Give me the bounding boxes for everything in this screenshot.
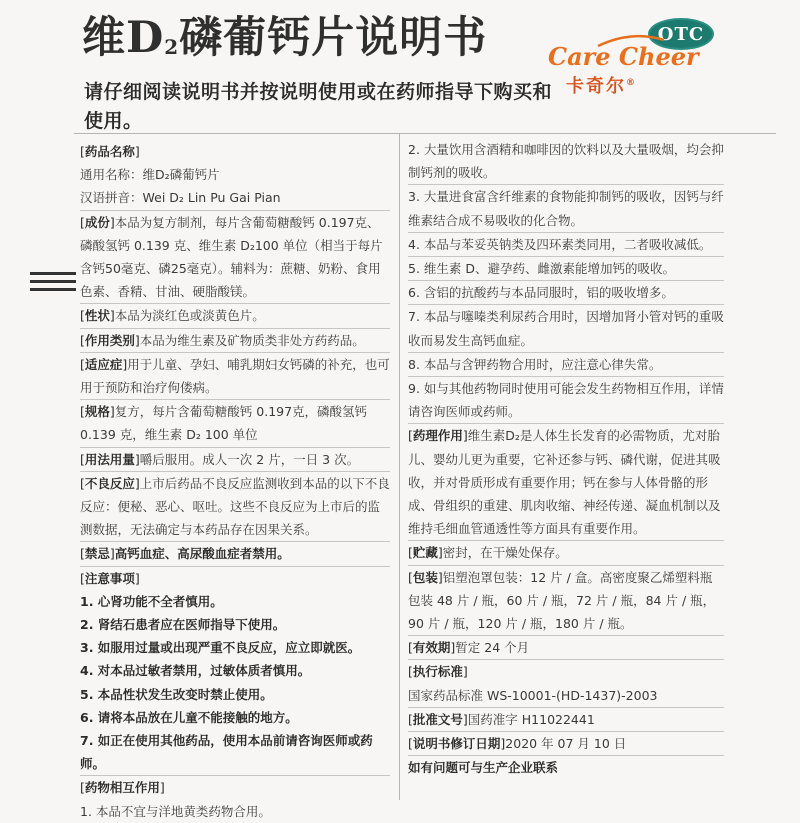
interaction-item: 4. 本品与苯妥英钠类及四环素类同用，二者吸收减低。 bbox=[408, 236, 712, 252]
side-bars-icon bbox=[30, 272, 76, 296]
otc-badge: OTC bbox=[648, 18, 714, 50]
validity-text: 暂定 24 个月 bbox=[455, 640, 530, 656]
section-heading-package: [ 包装 ] bbox=[408, 570, 443, 585]
caution-item: 4. 对本品过敏者禁用，过敏体质者慎用。 bbox=[80, 663, 311, 679]
pharm-text: 维生素D₂是人体生长发育的必需物质，尤对胎儿、婴幼儿更为重要，它补还参与钙、磷代谢，促进其吸收，并对骨质形成有重要作用；钙在参与人体骨骼的形成、骨组织的重建、肌肉收缩、神经传递、凝血机制以及维持毛细血管通透性等方面具有重要作用。 bbox=[408, 428, 721, 537]
section-heading-validity: [ 有效期 ] bbox=[408, 640, 455, 655]
category-text: 本品为维生素及矿物质类非处方药药品。 bbox=[139, 332, 365, 348]
caution-item: 7. 如正在使用其他药品，使用本品前请咨询医师或药师。 bbox=[80, 733, 373, 772]
spec-text: 复方，每片含葡萄糖酸钙 0.197克，磷酸氢钙 0.139 克，维生素 D₂ 100 单位 bbox=[80, 404, 368, 443]
contra-text: 高钙血症、高尿酸血症者禁用。 bbox=[114, 546, 290, 562]
section-heading-standard: [ 执行标准 ] bbox=[408, 664, 468, 679]
section-heading-adverse: [ 不良反应 ] bbox=[80, 476, 140, 491]
section-heading-revision: [ 说明书修订日期 ] bbox=[408, 736, 505, 751]
interaction-item: 1. 本品不宜与洋地黄类药物合用。 bbox=[80, 803, 271, 819]
storage-text: 密封，在干燥处保存。 bbox=[442, 545, 568, 561]
approval-text: 国药准字 H11022441 bbox=[467, 711, 595, 727]
section-heading-caution: [ 注意事项 ] bbox=[80, 571, 140, 586]
section-heading-usage: [ 用法用量 ] bbox=[80, 452, 140, 467]
section-heading-composition: [ 成份 ] bbox=[80, 215, 115, 230]
interaction-item: 2. 大量饮用含酒精和咖啡因的饮料以及大量吸烟，均会抑制钙剂的吸收。 bbox=[408, 142, 724, 181]
caution-item: 5. 本品性状发生改变时禁止使用。 bbox=[80, 686, 273, 702]
caution-item: 1. 心肾功能不全者慎用。 bbox=[80, 593, 223, 609]
section-heading-interaction: [ 药物相互作用 ] bbox=[80, 780, 165, 795]
intro-text: 请仔细阅读说明书并按说明使用或在药师指导下购买和使用。 bbox=[84, 81, 553, 132]
adverse-text: 上市后药品不良反应监测收到本品的以下不良反应：便秘、恶心、呕吐。这些不良反应为上市后的监测数据，无法确定与本药品存在因果关系。 bbox=[80, 475, 390, 538]
section-heading-category: [ 作用类别 ] bbox=[80, 333, 140, 348]
section-heading-storage: [ 贮藏 ] bbox=[408, 545, 443, 560]
interaction-item: 6. 含铝的抗酸药与本品同服时，铝的吸收增多。 bbox=[408, 285, 674, 301]
pinyin-name: 汉语拼音：Wei D₂ Lin Pu Gai Pian bbox=[80, 190, 281, 206]
caution-item: 3. 如服用过量或出现严重不良反应，应立即就医。 bbox=[80, 640, 361, 656]
caution-item: 6. 请将本品放在儿童不能接触的地方。 bbox=[80, 709, 298, 725]
section-heading-contra: [ 禁忌 ] bbox=[80, 546, 115, 561]
left-column bbox=[80, 140, 390, 823]
brand-logo-cn: 卡奇尔® bbox=[566, 76, 635, 97]
composition-text: 本品为复方制剂，每片含葡萄糖酸钙 0.197克、磷酸氢钙 0.139 克、维生素 D₂100 单位（相当于每片含钙50毫克、磷25毫克）。辅料为：蔗糖、奶粉、食用色素、香精、甘油、硬脂酸镁。 bbox=[80, 214, 383, 300]
section-heading-indication: [ 适应症 ] bbox=[80, 357, 127, 372]
section-heading-name: [ 药品名称 ] bbox=[80, 144, 140, 159]
section-heading-approval: [ 批准文号 ] bbox=[408, 712, 468, 727]
character-text: 本品为淡红色或淡黄色片。 bbox=[114, 308, 265, 324]
top-divider bbox=[74, 133, 776, 134]
indication-text: 用于儿童、孕妇、哺乳期妇女钙磷的补充，也可用于预防和治疗佝偻病。 bbox=[80, 356, 390, 396]
caution-item: 2. 肾结石患者应在医师指导下使用。 bbox=[80, 617, 286, 633]
interaction-item: 7. 本品与噻嗪类利尿药合用时，因增加肾小管对钙的重吸收而易发生高钙血症。 bbox=[408, 309, 724, 348]
section-heading-spec: [ 规格 ] bbox=[80, 404, 115, 419]
section-heading-character: [ 性状 ] bbox=[80, 308, 115, 323]
interaction-item: 5. 维生素 D、避孕药、雌激素能增加钙的吸收。 bbox=[408, 261, 675, 277]
page-title: 维$D_2$磷葡钙片说明书 bbox=[82, 13, 488, 63]
contact-text: 如有问题可与生产企业联系 bbox=[408, 760, 559, 776]
interaction-item: 3. 大量进食富含纤维素的食物能抑制钙的吸收，因钙与纤维素结合成不易吸收的化合物。 bbox=[408, 189, 724, 228]
package-text: 铝塑泡罩包装：12 片 / 盒。高密度聚乙烯塑料瓶包装 48 片 / 瓶，60 片 / 瓶，72 片 / 瓶，84 片 / 瓶，90 片 / 瓶，120 片 / 瓶，180 片 / 瓶。 bbox=[408, 569, 716, 632]
revision-text: 2020 年 07 月 10 日 bbox=[505, 736, 627, 752]
brand-logo-en: Care Cheer bbox=[548, 42, 699, 71]
interaction-item: 9. 如与其他药物同时使用可能会发生药物相互作用，详情请咨询医师或药师。 bbox=[408, 381, 724, 420]
generic-name: 通用名称：维D₂磷葡钙片 bbox=[80, 167, 220, 183]
column-divider bbox=[399, 133, 400, 800]
standard-text: 国家药品标准 WS-10001-(HD-1437)-2003 bbox=[408, 687, 658, 703]
usage-text: 嚼后服用。成人一次 2 片，一日 3 次。 bbox=[139, 451, 360, 467]
interaction-item: 8. 本品与含钾药物合用时，应注意心律失常。 bbox=[408, 356, 662, 372]
right-column bbox=[408, 138, 724, 779]
section-heading-pharm: [ 药理作用 ] bbox=[408, 428, 468, 443]
